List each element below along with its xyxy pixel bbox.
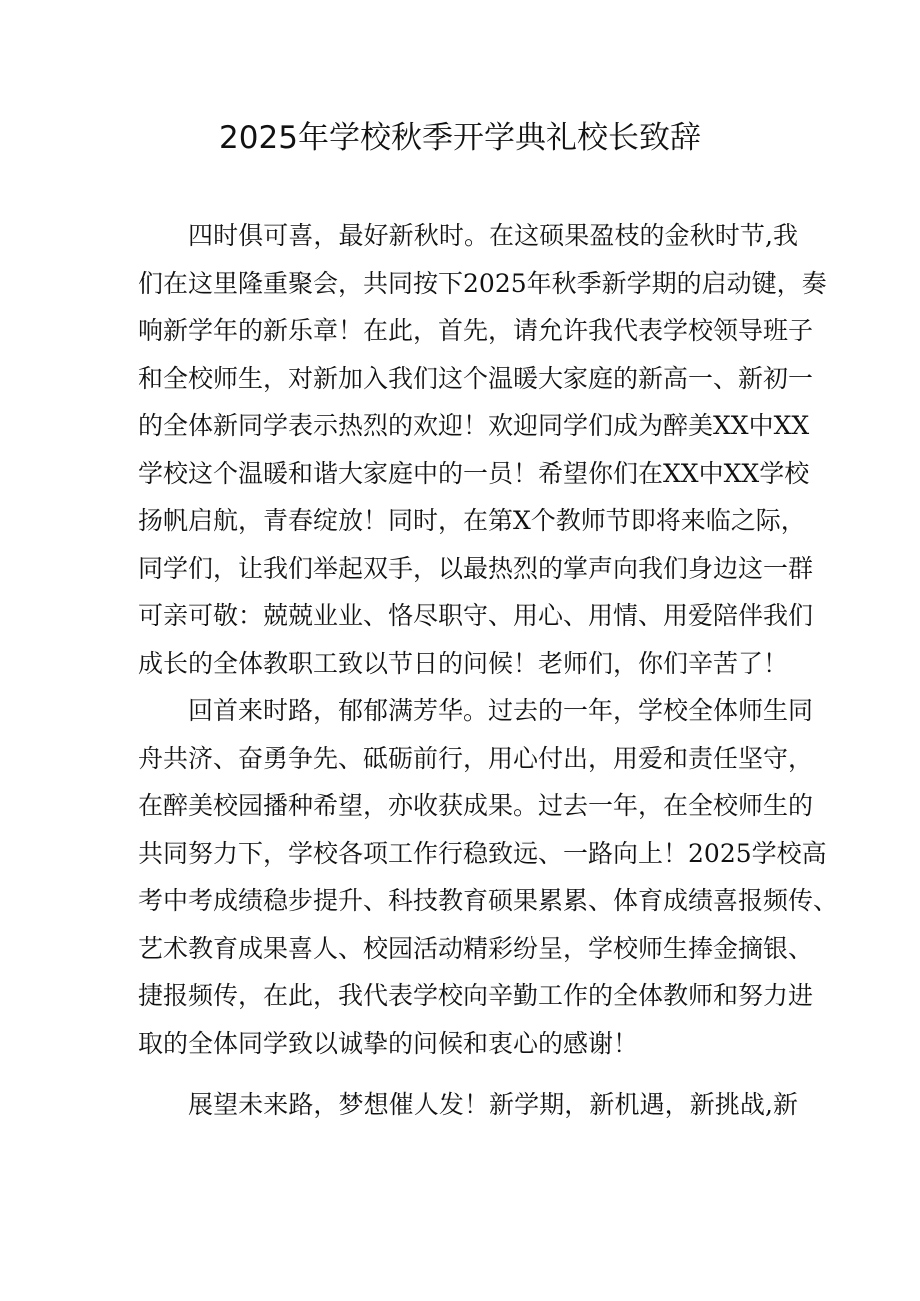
text-line: 们在这里隆重聚会，共同按下2025年秋季新学期的启动键，奏 [138,268,827,298]
text-line: 捷报频传，在此，我代表学校向辛勤工作的全体教师和努力进 [138,981,814,1010]
text-line: 舟共济、奋勇争先、砥砺前行，用心付出，用爱和责任坚守， [138,743,814,773]
text-line: 同学们，让我们举起双手，以最热烈的掌声向我们身边这一群 [138,553,814,583]
text-line: 回首来时路，郁郁满芳华。过去的一年，学校全体师生同 [188,696,814,725]
paragraph-1 [138,212,827,687]
text-line: 学校这个温暖和谐大家庭中的一员！希望你们在XX中XX学校 [138,458,810,488]
text-line: 扬帆启航，青春绽放！同时，在第X个教师节即将来临之际， [138,506,806,535]
text-line: 四时俱可喜，最好新秋时。在这硕果盈枝的金秋时节,我 [188,221,798,250]
text-line: 共同努力下，学校各项工作行稳致远、一路向上！2025学校高 [138,838,827,868]
text-line: 响新学年的新乐章！在此，首先，请允许我代表学校领导班子 [138,316,814,345]
text-line: 在醉美校园播种希望，亦收获成果。过去一年，在全校师生的 [138,791,814,820]
text-line: 成长的全体教职工致以节日的问候！老师们，你们辛苦了！ [138,648,789,678]
text-line: 艺术教育成果喜人、校园活动精彩纷呈，学校师生捧金摘银、 [138,933,814,963]
document-title: 2025年学校秋季开学典礼校长致辞 [219,120,701,156]
text-line: 可亲可敬：兢兢业业、恪尽职守、用心、用情、用爱陪伴我们 [138,601,814,630]
text-line: 展望未来路，梦想催人发！新学期，新机遇，新挑战,新 [188,1090,798,1119]
document-body [138,212,839,1129]
text-line: 取的全体同学致以诚挚的问候和衷心的感谢！ [138,1028,639,1058]
paragraph-spacer [138,1067,798,1081]
text-line: 和全校师生，对新加入我们这个温暖大家庭的新高一、新初一 [138,363,814,393]
paragraph-2 [138,687,839,1067]
text-line: 考中考成绩稳步提升、科技教育硕果累累、体育成绩喜报频传、 [138,886,839,915]
paragraph-3 [138,1081,798,1129]
text-line: 的全体新同学表示热烈的欢迎！欢迎同学们成为醉美XX中XX [138,411,810,440]
